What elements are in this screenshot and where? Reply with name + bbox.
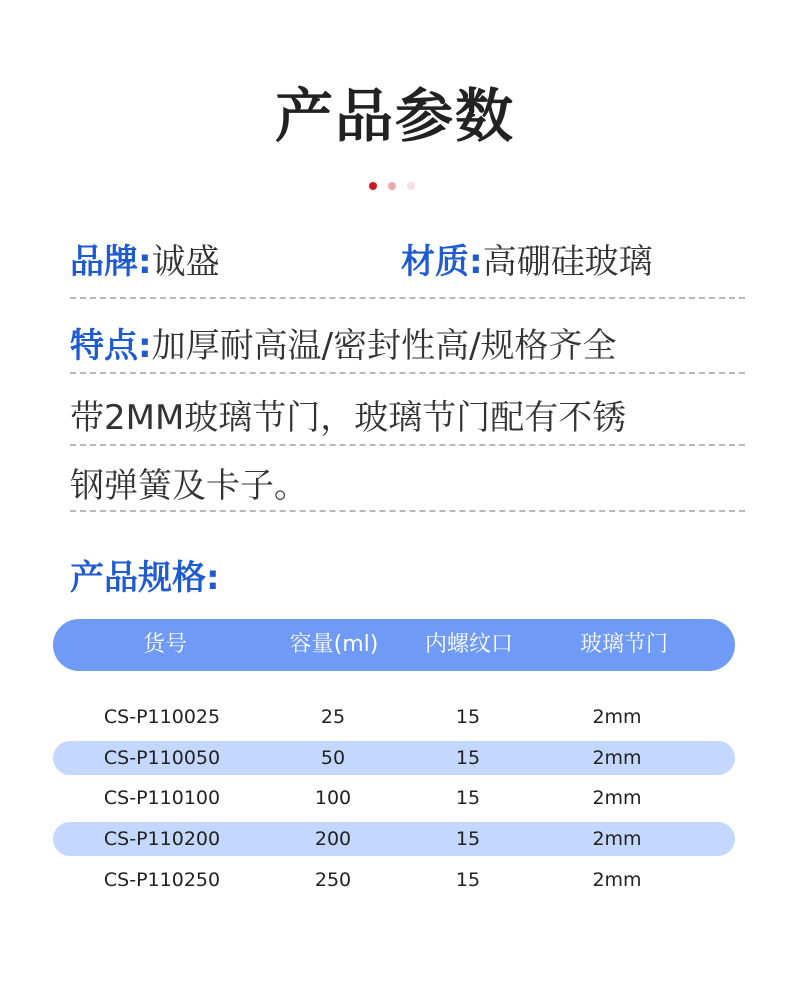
table-row	[53, 741, 735, 775]
table-row	[53, 863, 735, 897]
divider	[70, 297, 745, 299]
feature-line-1: 加厚耐高温/密封性高/规格齐全	[151, 326, 617, 366]
decorative-dots	[369, 182, 415, 192]
cell-item-no: CS-P110250	[103, 869, 221, 891]
dot-icon	[407, 182, 415, 190]
column-header-capacity: 容量(ml)	[289, 632, 379, 657]
cell-stopcock: 2mm	[592, 706, 642, 728]
cell-item-no: CS-P110100	[103, 787, 221, 809]
feature-line-2: 带2MM玻璃节门，玻璃节门配有不锈	[70, 398, 627, 438]
brand-label: 品牌:	[70, 242, 152, 282]
feature-row	[70, 324, 617, 368]
cell-thread: 15	[455, 747, 481, 769]
cell-item-no: CS-P110025	[103, 706, 221, 728]
cell-capacity: 200	[314, 828, 352, 850]
cell-item-no: CS-P110050	[103, 747, 221, 769]
feature-line-3: 钢弹簧及卡子。	[70, 466, 308, 506]
column-header-thread: 内螺纹口	[424, 632, 514, 657]
page-title: 产品参数	[274, 82, 515, 150]
material-value: 高硼硅玻璃	[482, 242, 653, 282]
divider	[70, 510, 745, 512]
cell-stopcock: 2mm	[592, 869, 642, 891]
divider	[70, 444, 745, 446]
table-row	[53, 700, 735, 734]
cell-thread: 15	[455, 869, 481, 891]
column-header-stopcock: 玻璃节门	[579, 632, 669, 657]
material-row	[401, 240, 653, 284]
column-header-item-no: 货号	[142, 632, 188, 657]
cell-capacity: 25	[320, 706, 346, 728]
table-row	[53, 781, 735, 815]
cell-thread: 15	[455, 706, 481, 728]
dot-icon	[369, 182, 377, 190]
cell-capacity: 250	[314, 869, 352, 891]
cell-stopcock: 2mm	[592, 747, 642, 769]
divider	[70, 372, 745, 374]
table-header	[53, 619, 735, 671]
feature-label: 特点:	[70, 326, 152, 366]
table-row	[53, 822, 735, 856]
spec-title: 产品规格:	[70, 558, 220, 598]
brand-row	[70, 240, 220, 284]
material-label: 材质:	[401, 242, 483, 282]
cell-thread: 15	[455, 828, 481, 850]
cell-item-no: CS-P110200	[103, 828, 221, 850]
cell-capacity: 50	[320, 747, 346, 769]
cell-capacity: 100	[314, 787, 352, 809]
cell-thread: 15	[455, 787, 481, 809]
brand-value: 诚盛	[151, 242, 220, 282]
cell-stopcock: 2mm	[592, 828, 642, 850]
dot-icon	[388, 182, 396, 190]
cell-stopcock: 2mm	[592, 787, 642, 809]
